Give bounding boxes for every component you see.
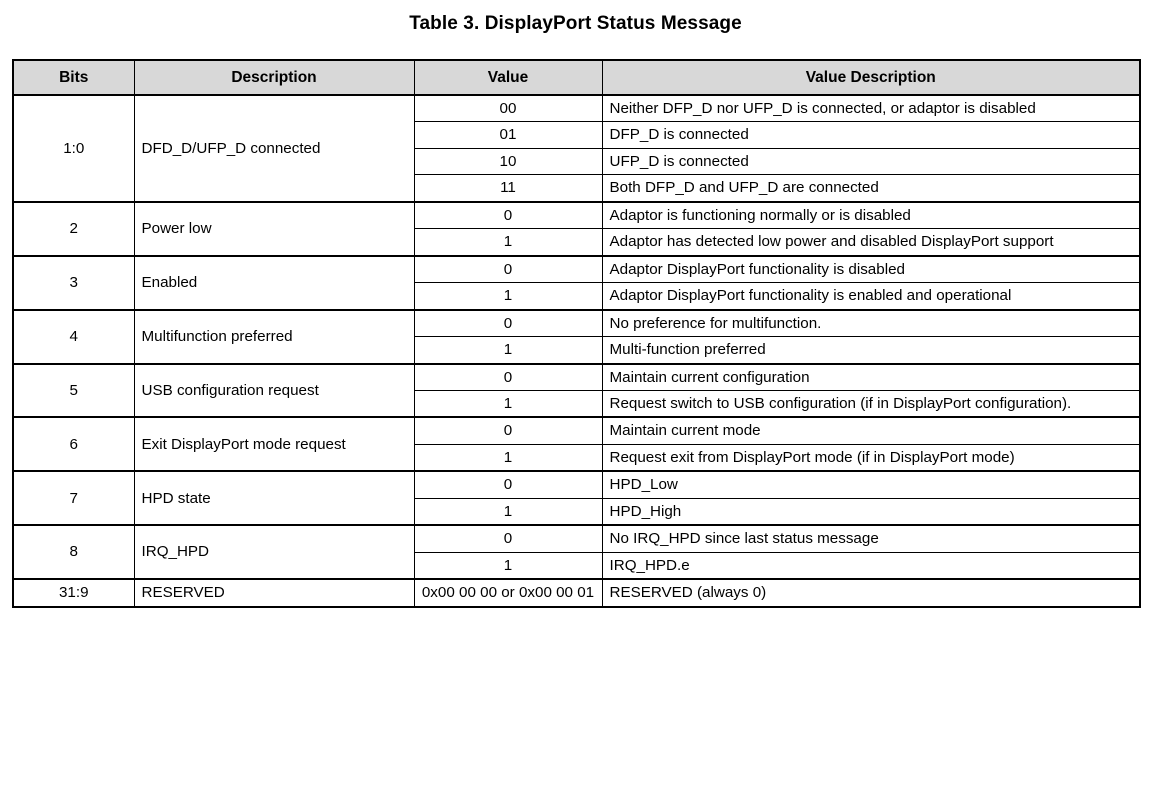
table-container (12, 59, 1139, 608)
column-header-value: Value (414, 60, 602, 95)
cell-description: DFD_D/UFP_D connected (134, 95, 414, 202)
cell-value-description: HPD_High (602, 498, 1140, 525)
cell-bits: 6 (13, 417, 134, 471)
table-row (13, 95, 1140, 122)
cell-value-description: UFP_D is connected (602, 148, 1140, 174)
cell-value-description: IRQ_HPD.e (602, 552, 1140, 579)
cell-bits: 31:9 (13, 579, 134, 606)
cell-value: 1 (414, 390, 602, 417)
cell-value-description: Adaptor is functioning normally or is disabled (602, 202, 1140, 229)
table-row (13, 417, 1140, 444)
cell-value-description: Adaptor DisplayPort functionality is enabled and operational (602, 283, 1140, 310)
cell-value-description: Maintain current configuration (602, 364, 1140, 391)
table-row (13, 310, 1140, 337)
cell-bits: 5 (13, 364, 134, 418)
cell-value: 10 (414, 148, 602, 174)
page-title: Table 3. DisplayPort Status Message (409, 13, 742, 34)
table-row (13, 525, 1140, 552)
cell-value: 0 (414, 364, 602, 391)
table-row (13, 364, 1140, 391)
cell-value-description: HPD_Low (602, 471, 1140, 498)
cell-value-description: Adaptor has detected low power and disabled DisplayPort support (602, 229, 1140, 256)
cell-description: Power low (134, 202, 414, 256)
cell-description: Multifunction preferred (134, 310, 414, 364)
cell-value: 1 (414, 337, 602, 364)
table-row (13, 202, 1140, 229)
cell-value: 0 (414, 202, 602, 229)
cell-value-description: Both DFP_D and UFP_D are connected (602, 175, 1140, 202)
table-header-row (13, 60, 1140, 95)
cell-bits: 3 (13, 256, 134, 310)
displayport-status-message-table (12, 59, 1141, 608)
cell-value: 0 (414, 525, 602, 552)
cell-value: 11 (414, 175, 602, 202)
cell-value-description: Multi-function preferred (602, 337, 1140, 364)
column-header-description: Description (134, 60, 414, 95)
cell-bits: 4 (13, 310, 134, 364)
cell-value: 1 (414, 444, 602, 471)
cell-description: RESERVED (134, 579, 414, 606)
cell-value-description: No preference for multifunction. (602, 310, 1140, 337)
cell-value: 1 (414, 498, 602, 525)
cell-value: 0 (414, 417, 602, 444)
table-row (13, 579, 1140, 606)
column-header-bits: Bits (13, 60, 134, 95)
cell-value: 0 (414, 310, 602, 337)
cell-value-description: Maintain current mode (602, 417, 1140, 444)
cell-value-description: Neither DFP_D nor UFP_D is connected, or adaptor is disabled (602, 95, 1140, 122)
cell-bits: 7 (13, 471, 134, 525)
table-row (13, 256, 1140, 283)
table-header (13, 60, 1140, 95)
table-row (13, 471, 1140, 498)
cell-value: 1 (414, 552, 602, 579)
cell-value: 1 (414, 283, 602, 310)
cell-bits: 2 (13, 202, 134, 256)
column-header-value-description: Value Description (602, 60, 1140, 95)
cell-description: USB configuration request (134, 364, 414, 418)
cell-value-description: DFP_D is connected (602, 122, 1140, 148)
cell-value-description: No IRQ_HPD since last status message (602, 525, 1140, 552)
cell-bits: 1:0 (13, 95, 134, 202)
cell-description: Enabled (134, 256, 414, 310)
cell-value: 01 (414, 122, 602, 148)
cell-value: 1 (414, 229, 602, 256)
cell-description: Exit DisplayPort mode request (134, 417, 414, 471)
cell-value-description: RESERVED (always 0) (602, 579, 1140, 606)
cell-value-description: Adaptor DisplayPort functionality is disabled (602, 256, 1140, 283)
table-body (13, 95, 1140, 607)
cell-value: 0 (414, 471, 602, 498)
cell-bits: 8 (13, 525, 134, 579)
cell-value: 0 (414, 256, 602, 283)
cell-value-description: Request exit from DisplayPort mode (if in DisplayPort mode) (602, 444, 1140, 471)
cell-value: 00 (414, 95, 602, 122)
cell-description: IRQ_HPD (134, 525, 414, 579)
cell-value: 0x00 00 00 or 0x00 00 01 (414, 579, 602, 606)
cell-value-description: Request switch to USB configuration (if in DisplayPort configuration). (602, 390, 1140, 417)
cell-description: HPD state (134, 471, 414, 525)
